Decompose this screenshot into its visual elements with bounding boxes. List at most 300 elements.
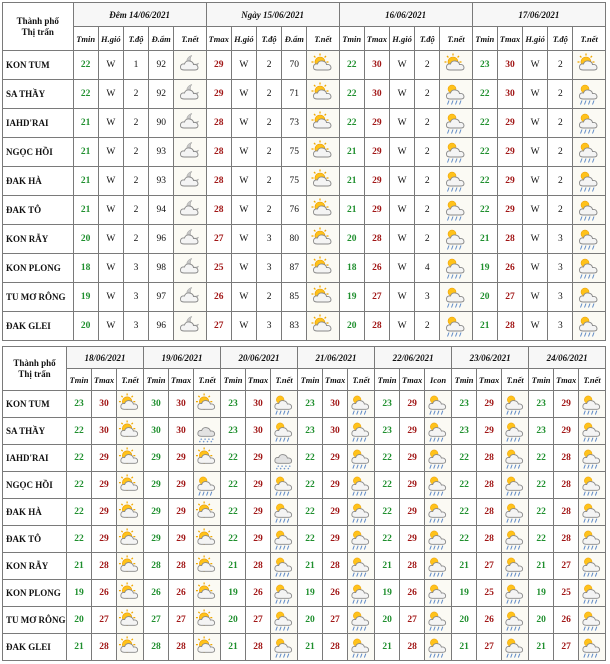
table-row: [3, 312, 606, 341]
table-row: [3, 445, 606, 472]
rain-icon: [272, 528, 296, 551]
rain-icon: [443, 169, 469, 193]
weather-icon-cell: [573, 109, 606, 138]
data-value: 75: [282, 167, 307, 196]
city-name: IAHD'RAI: [3, 445, 67, 472]
weather-icon-cell: [271, 445, 298, 472]
column-header: T.nết: [440, 27, 472, 51]
city-name: KON TUM: [3, 391, 67, 418]
tmin-value: 27: [144, 607, 169, 634]
weather-icon-cell: [348, 472, 375, 499]
weather-icon-cell: [194, 607, 221, 634]
weather-icon-cell: [502, 553, 529, 580]
rain-icon: [426, 636, 450, 659]
data-value: 2: [123, 196, 148, 225]
tmin-value: 19: [67, 580, 92, 607]
sun-cloud-icon: [443, 53, 469, 77]
weather-icon-cell: [440, 312, 472, 341]
tmin-value: 20: [452, 607, 477, 634]
date-header: Ngày 15/06/2021: [206, 3, 339, 27]
weather-icon-cell: [194, 472, 221, 499]
sun-cloud-icon: [310, 53, 336, 77]
weather-icon-cell: [348, 607, 375, 634]
rain-icon: [503, 474, 527, 497]
tmax-value: 26: [400, 580, 425, 607]
weather-icon-cell: [573, 254, 606, 283]
table-row: [3, 526, 606, 553]
tmin-value: 21: [67, 634, 92, 661]
city-header-line2: Thị trấn: [18, 368, 51, 379]
data-value: W: [523, 283, 548, 312]
data-value: 2: [256, 138, 281, 167]
weather-icon-cell: [579, 553, 606, 580]
data-value: 73: [282, 109, 307, 138]
weather-icon-cell: [307, 225, 339, 254]
data-value: 2: [256, 167, 281, 196]
tmax-value: 30: [323, 391, 348, 418]
rain-icon: [349, 582, 373, 605]
date-header: 21/06/2021: [298, 347, 375, 369]
tmax-value: 29: [92, 472, 117, 499]
column-header: T.độ: [256, 27, 281, 51]
column-header: H.gió: [98, 27, 123, 51]
data-value: 2: [415, 138, 440, 167]
tmin-value: 23: [67, 391, 92, 418]
tmax-value: 28: [477, 445, 502, 472]
tmin-value: 21: [529, 634, 554, 661]
tmax-value: 29: [364, 167, 389, 196]
column-header: H.gió: [523, 27, 548, 51]
data-value: 2: [548, 167, 573, 196]
table-row: [3, 283, 606, 312]
tmin-value: 22: [452, 472, 477, 499]
sun-cloud-icon: [118, 447, 142, 470]
tmax-value: 27: [477, 634, 502, 661]
tmax-value: 27: [169, 607, 194, 634]
city-name: KON PLONG: [3, 254, 74, 283]
data-value: W: [389, 312, 414, 341]
rain-icon: [503, 528, 527, 551]
sun-cloud-icon: [310, 198, 336, 222]
weather-icon-cell: [573, 283, 606, 312]
rain-icon: [426, 420, 450, 443]
weather-icon-cell: [425, 499, 452, 526]
column-header: T.độ: [548, 27, 573, 51]
tmin-value: 22: [472, 138, 497, 167]
rain-icon: [349, 447, 373, 470]
data-value: W: [98, 283, 123, 312]
data-value: 92: [149, 80, 174, 109]
weather-icon-cell: [348, 553, 375, 580]
data-value: 2: [548, 109, 573, 138]
weather-icon-cell: [425, 526, 452, 553]
rain-icon: [503, 636, 527, 659]
tmin-value: 22: [67, 526, 92, 553]
weather-icon-cell: [271, 418, 298, 445]
data-value: 70: [282, 51, 307, 80]
tmin-value: 18: [73, 254, 98, 283]
sun-cloud-icon: [118, 636, 142, 659]
column-header: T.nết: [307, 27, 339, 51]
rain-icon: [426, 501, 450, 524]
city-name: TU MƠ RÔNG: [3, 283, 74, 312]
rain-icon: [580, 555, 604, 578]
weather-icon-cell: [307, 109, 339, 138]
weather-icon-cell: [573, 225, 606, 254]
column-header: H.gió: [231, 27, 256, 51]
city-column-header: [3, 347, 67, 391]
weather-icon-cell: [348, 580, 375, 607]
rain-icon: [349, 636, 373, 659]
tmin-value: 29: [144, 472, 169, 499]
city-name: ĐAK TÔ: [3, 526, 67, 553]
column-header: Tmin: [298, 369, 323, 391]
tmax-value: 28: [246, 553, 271, 580]
data-value: 3: [123, 283, 148, 312]
date-header: 20/06/2021: [221, 347, 298, 369]
weather-icon-cell: [579, 607, 606, 634]
column-header: T.nết: [271, 369, 298, 391]
tmax-value: 29: [169, 472, 194, 499]
data-value: W: [231, 312, 256, 341]
rain-icon: [272, 555, 296, 578]
table-row: [3, 472, 606, 499]
tmax-value: 29: [323, 472, 348, 499]
tmin-value: 23: [221, 418, 246, 445]
tmax-value: 29: [400, 472, 425, 499]
weather-icon-cell: [307, 80, 339, 109]
weather-icon-cell: [271, 580, 298, 607]
tmin-value: 21: [339, 196, 364, 225]
weather-icon-cell: [174, 109, 206, 138]
data-value: 3: [256, 254, 281, 283]
weather-icon-cell: [573, 138, 606, 167]
tmax-value: 29: [400, 526, 425, 553]
tmin-value: 23: [298, 391, 323, 418]
data-value: W: [389, 254, 414, 283]
tmax-value: 29: [497, 167, 522, 196]
tmax-value: 28: [92, 553, 117, 580]
tmax-value: 29: [400, 499, 425, 526]
weather-icon-cell: [348, 499, 375, 526]
rain-icon: [576, 169, 602, 193]
weather-icon-cell: [194, 445, 221, 472]
tmin-value: 22: [452, 499, 477, 526]
tmin-value: 23: [452, 418, 477, 445]
sun-cloud-icon: [310, 169, 336, 193]
weather-icon-cell: [573, 51, 606, 80]
rain-icon: [426, 528, 450, 551]
tmin-value: 22: [472, 196, 497, 225]
data-value: W: [231, 109, 256, 138]
weather-icon-cell: [573, 80, 606, 109]
city-name: KON RẪY: [3, 553, 67, 580]
data-value: 94: [149, 196, 174, 225]
tmax-value: 27: [497, 283, 522, 312]
sun-cloud-icon: [118, 609, 142, 632]
data-value: W: [389, 283, 414, 312]
tmax-value: 26: [206, 283, 231, 312]
data-value: W: [389, 109, 414, 138]
tmin-value: 19: [221, 580, 246, 607]
weather-icon-cell: [307, 138, 339, 167]
data-value: 83: [282, 312, 307, 341]
tmax-value: 29: [400, 391, 425, 418]
tmin-value: 21: [73, 138, 98, 167]
tmax-value: 28: [477, 472, 502, 499]
tmax-value: 28: [477, 499, 502, 526]
data-value: 96: [149, 225, 174, 254]
weather-icon-cell: [502, 418, 529, 445]
tmin-value: 21: [221, 553, 246, 580]
column-header: Tmax: [364, 27, 389, 51]
tmin-value: 19: [73, 283, 98, 312]
tmin-value: 22: [73, 51, 98, 80]
weather-icon-cell: [579, 580, 606, 607]
weather-icon-cell: [307, 51, 339, 80]
tmin-value: 18: [339, 254, 364, 283]
forecast-table-1: [2, 2, 606, 341]
rain-icon: [443, 227, 469, 251]
rain-icon: [272, 474, 296, 497]
tmin-value: 22: [529, 499, 554, 526]
weather-icon-cell: [425, 391, 452, 418]
table-row: [3, 391, 606, 418]
tmax-value: 25: [206, 254, 231, 283]
rain-icon: [272, 420, 296, 443]
tmax-value: 29: [323, 526, 348, 553]
weather-icon-cell: [194, 418, 221, 445]
data-value: 85: [282, 283, 307, 312]
weather-icon-cell: [425, 445, 452, 472]
tmin-value: 19: [472, 254, 497, 283]
rain-icon: [580, 609, 604, 632]
night-cloud-icon: [177, 285, 203, 309]
table-row: [3, 138, 606, 167]
data-value: W: [231, 138, 256, 167]
tmin-value: 22: [73, 80, 98, 109]
tmax-value: 28: [400, 634, 425, 661]
data-value: 2: [256, 196, 281, 225]
weather-icon-cell: [307, 196, 339, 225]
tmin-value: 22: [221, 526, 246, 553]
tmin-value: 19: [452, 580, 477, 607]
weather-icon-cell: [117, 499, 144, 526]
rain-icon: [576, 82, 602, 106]
weather-icon-cell: [271, 607, 298, 634]
city-header-line2: Thị trấn: [21, 26, 54, 37]
tmax-value: 29: [92, 499, 117, 526]
weather-icon-cell: [502, 634, 529, 661]
city-header-line1: Thành phố: [16, 15, 59, 26]
tmax-value: 28: [364, 225, 389, 254]
data-value: 71: [282, 80, 307, 109]
tmin-value: 22: [529, 526, 554, 553]
tmax-value: 29: [92, 445, 117, 472]
tmax-value: 29: [246, 526, 271, 553]
tmin-value: 22: [375, 472, 400, 499]
rain-icon: [426, 555, 450, 578]
data-value: W: [389, 138, 414, 167]
tmin-value: 23: [472, 51, 497, 80]
table-row: [3, 196, 606, 225]
data-value: W: [98, 196, 123, 225]
data-value: W: [98, 225, 123, 254]
rain-icon: [580, 636, 604, 659]
data-value: 2: [123, 225, 148, 254]
weather-icon-cell: [440, 138, 472, 167]
column-header: T.nết: [348, 369, 375, 391]
column-header: T.độ: [415, 27, 440, 51]
weather-icon-cell: [579, 526, 606, 553]
tmax-value: 26: [169, 580, 194, 607]
rain-icon: [272, 609, 296, 632]
tmax-value: 28: [477, 526, 502, 553]
table-row: [3, 254, 606, 283]
sun-cloud-icon: [118, 582, 142, 605]
tmin-value: 22: [472, 167, 497, 196]
data-value: W: [523, 80, 548, 109]
data-value: W: [98, 254, 123, 283]
weather-icon-cell: [579, 472, 606, 499]
sun-cloud-icon: [195, 555, 219, 578]
weather-icon-cell: [194, 580, 221, 607]
weather-icon-cell: [502, 391, 529, 418]
data-value: 4: [415, 254, 440, 283]
tmin-value: 22: [67, 472, 92, 499]
data-value: W: [389, 80, 414, 109]
tmin-value: 20: [375, 607, 400, 634]
tmax-value: 29: [169, 445, 194, 472]
tmin-value: 23: [452, 391, 477, 418]
city-name: NGỌC HỒI: [3, 138, 74, 167]
tmin-value: 20: [298, 607, 323, 634]
weather-icon-cell: [271, 553, 298, 580]
sun-cloud-icon: [195, 393, 219, 416]
city-name: ĐAK GLEI: [3, 312, 74, 341]
tmax-value: 29: [554, 418, 579, 445]
column-header: T.nết: [573, 27, 606, 51]
weather-icon-cell: [502, 445, 529, 472]
date-header: 19/06/2021: [144, 347, 221, 369]
data-value: 2: [415, 80, 440, 109]
column-header: T.nết: [194, 369, 221, 391]
rain-icon: [576, 314, 602, 338]
weather-icon-cell: [117, 418, 144, 445]
column-header: H.gió: [389, 27, 414, 51]
weather-icon-cell: [348, 526, 375, 553]
tmax-value: 27: [206, 312, 231, 341]
tmax-value: 28: [323, 553, 348, 580]
tmin-value: 20: [472, 283, 497, 312]
sun-cloud-icon: [195, 501, 219, 524]
tmax-value: 27: [246, 607, 271, 634]
tmin-value: 21: [375, 634, 400, 661]
tmax-value: 28: [554, 472, 579, 499]
weather-icon-cell: [348, 418, 375, 445]
table-row: [3, 634, 606, 661]
tmin-value: 22: [67, 418, 92, 445]
table-row: [3, 580, 606, 607]
weather-icon-cell: [307, 254, 339, 283]
weather-icon-cell: [348, 391, 375, 418]
tmin-value: 22: [529, 472, 554, 499]
rain-icon: [272, 582, 296, 605]
tmin-value: 21: [375, 553, 400, 580]
rain-icon: [443, 140, 469, 164]
data-value: W: [523, 225, 548, 254]
tmax-value: 28: [400, 553, 425, 580]
weather-icon-cell: [194, 553, 221, 580]
tmin-value: 21: [73, 196, 98, 225]
sun-cloud-icon: [310, 285, 336, 309]
tmax-value: 29: [497, 196, 522, 225]
tmin-value: 20: [529, 607, 554, 634]
data-value: 75: [282, 138, 307, 167]
tmax-value: 29: [400, 445, 425, 472]
tmin-value: 29: [144, 526, 169, 553]
data-value: 2: [548, 196, 573, 225]
weather-icon-cell: [117, 472, 144, 499]
date-header: 23/06/2021: [452, 347, 529, 369]
sun-cloud-icon: [118, 501, 142, 524]
date-header: 22/06/2021: [375, 347, 452, 369]
sun-cloud-icon: [310, 227, 336, 251]
weather-icon-cell: [440, 196, 472, 225]
tmax-value: 29: [554, 391, 579, 418]
column-header: Tmax: [554, 369, 579, 391]
tmax-value: 30: [169, 418, 194, 445]
rain-icon: [272, 393, 296, 416]
weather-icon-cell: [440, 225, 472, 254]
sun-cloud-icon: [576, 53, 602, 77]
tmax-value: 27: [206, 225, 231, 254]
tmin-value: 21: [339, 167, 364, 196]
tmin-value: 20: [73, 312, 98, 341]
sun-cloud-icon: [118, 393, 142, 416]
rain-icon: [443, 111, 469, 135]
rain-icon: [576, 111, 602, 135]
night-cloud-icon: [177, 169, 203, 193]
city-name: NGỌC HỒI: [3, 472, 67, 499]
tmax-value: 28: [554, 445, 579, 472]
data-value: 2: [123, 80, 148, 109]
table-row: [3, 109, 606, 138]
data-value: W: [389, 167, 414, 196]
tmax-value: 28: [206, 109, 231, 138]
data-value: 3: [123, 312, 148, 341]
rain-icon: [349, 393, 373, 416]
table-row: [3, 607, 606, 634]
rain-icon: [503, 393, 527, 416]
drizzle-icon: [195, 420, 219, 443]
rain-icon: [580, 582, 604, 605]
night-cloud-icon: [177, 314, 203, 338]
weather-icon-cell: [579, 445, 606, 472]
table-row: [3, 553, 606, 580]
tmax-value: 26: [497, 254, 522, 283]
tmax-value: 29: [92, 526, 117, 553]
column-header: T.độ: [123, 27, 148, 51]
rain-icon: [503, 555, 527, 578]
rain-icon: [580, 447, 604, 470]
data-value: 2: [256, 283, 281, 312]
weather-icon-cell: [502, 526, 529, 553]
data-value: W: [231, 80, 256, 109]
table-row: [3, 225, 606, 254]
column-header: T.nết: [502, 369, 529, 391]
tmax-value: 29: [400, 418, 425, 445]
